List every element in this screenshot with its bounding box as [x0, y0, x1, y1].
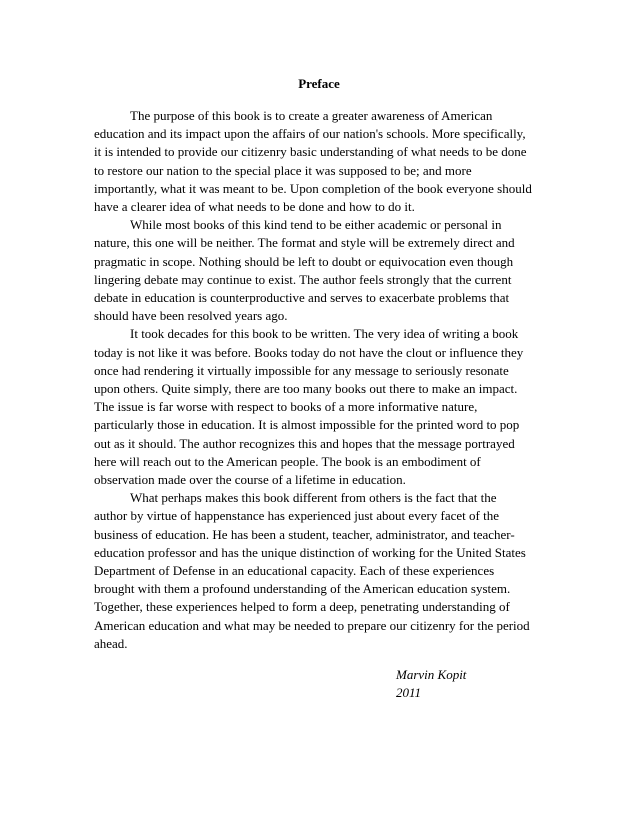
text-line: While most books of this kind tend to be either academic or personal in	[130, 217, 502, 233]
preface-body	[94, 107, 550, 653]
text-line: observation made over the course of a lifetime in education.	[94, 472, 406, 488]
text-line: lingering debate may continue to exist. The author feels strongly that the current	[94, 271, 512, 287]
text-line: have a clearer idea of what needs to be done and how to do it.	[94, 199, 415, 215]
text-line: upon others. Quite simply, there are too many books out there to make an impact.	[94, 381, 518, 397]
text-line: What perhaps makes this book different from others is the fact that the	[130, 490, 497, 506]
text-line: out as it should. The author recognizes this and hopes that the message portrayed	[94, 435, 515, 451]
text-line: The purpose of this book is to create a greater awareness of American	[130, 108, 493, 123]
text-line: once had rendering it virtually impossible for any message to seriously resonate	[94, 362, 509, 378]
text-line: education professor and has the unique distinction of working for the United States	[94, 544, 526, 560]
text-line: Together, these experiences helped to form a deep, penetrating understanding of	[94, 599, 510, 615]
text-line: business of education. He has been a student, teacher, administrator, and teacher-	[94, 526, 515, 542]
text-line: nature, this one will be neither. The format and style will be extremely direct and	[94, 235, 515, 251]
text-line: brought with them a profound understanding of the American education system.	[94, 581, 511, 597]
signature-block	[396, 666, 466, 702]
author-name: Marvin Kopit	[396, 667, 467, 682]
text-line: The issue is far worse with respect to books of a more informative nature,	[94, 399, 478, 415]
paragraph-3	[94, 325, 550, 489]
signature-year: 2011	[396, 685, 422, 700]
text-line: today is not like it was before. Books today do not have the clout or influence they	[94, 344, 524, 360]
text-line: it is intended to provide our citizenry basic understanding of what needs to be done	[94, 144, 527, 160]
page-title: Preface	[298, 76, 340, 91]
text-line: pragmatic in scope. Nothing should be left to doubt or equivocation even though	[94, 253, 514, 269]
text-line: particularly those in education. It is almost impossible for the printed word to pop	[94, 417, 520, 433]
text-line: author by virtue of happenstance has experienced just about every facet of the	[94, 508, 499, 524]
text-line: should have been resolved years ago.	[94, 308, 288, 324]
text-line: here will reach out to the American people. The book is an embodiment of	[94, 453, 481, 469]
text-line: ahead.	[94, 635, 128, 651]
text-line: Department of Defense in an educational capacity. Each of these experiences	[94, 563, 495, 579]
paragraph-4	[94, 489, 550, 653]
text-line: American education and what may be needed to prepare our citizenry for the period	[94, 617, 530, 633]
text-line: It took decades for this book to be written. The very idea of writing a book	[130, 326, 519, 342]
text-line: to restore our nation to the special place it was supposed to be; and more	[94, 162, 472, 178]
text-line: debate in education is counterproductive and serves to exacerbate problems that	[94, 290, 510, 306]
paragraph-2	[94, 216, 550, 325]
paragraph-1	[94, 107, 550, 216]
text-line: importantly, what it was meant to be. Upon completion of the book everyone should	[94, 180, 532, 196]
text-line: education and its impact upon the affairs of our nation's schools. More specifically,	[94, 126, 526, 142]
